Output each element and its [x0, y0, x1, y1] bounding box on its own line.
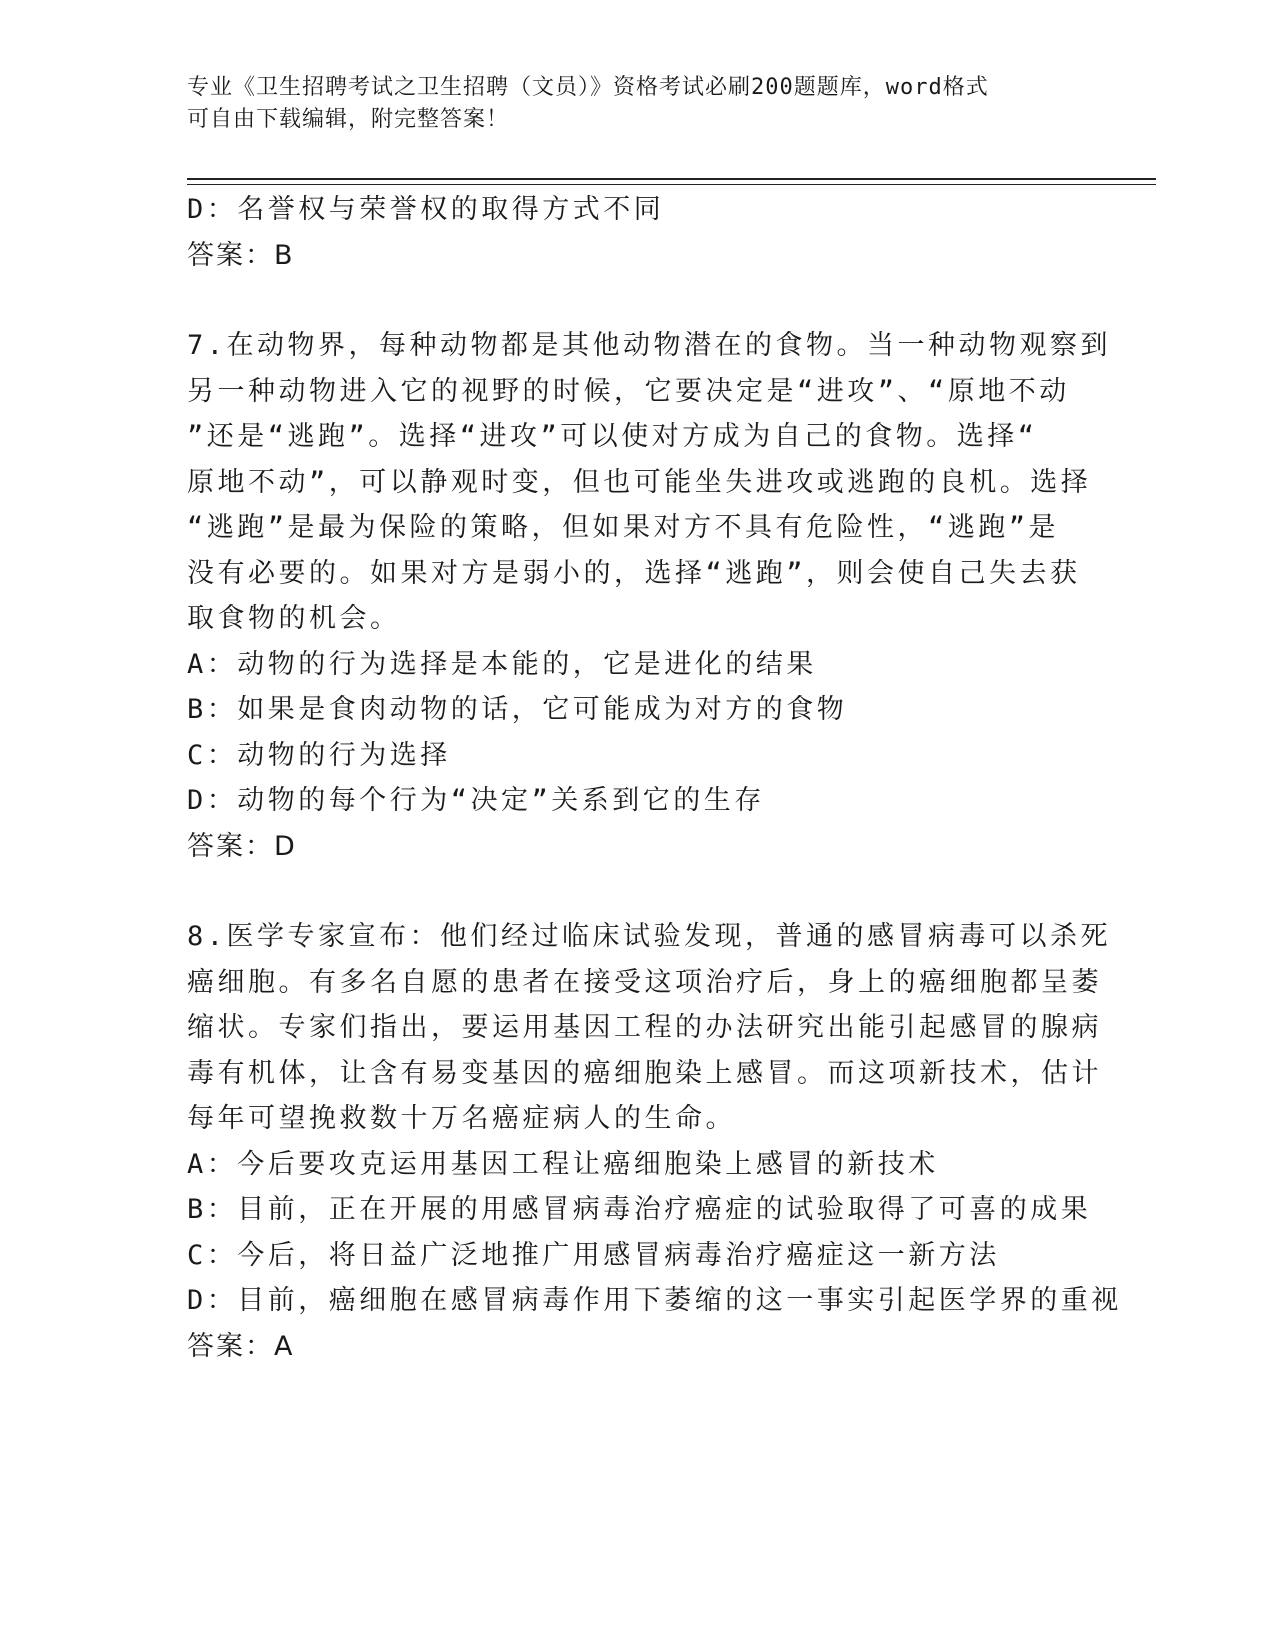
header-divider-thin — [187, 184, 1156, 185]
question-stem-line: 7.在动物界，每种动物都是其他动物潜在的食物。当一种动物观察到 — [187, 330, 1112, 361]
option-d: D：动物的每个行为“决定”关系到它的生存 — [187, 785, 765, 816]
question-stem-line: 取食物的机会。 — [187, 603, 401, 634]
question-stem-line: 癌细胞。有多名自愿的患者在接受这项治疗后，身上的癌细胞都呈萎 — [187, 966, 1102, 998]
option-d: D：目前，癌细胞在感冒病毒作用下萎缩的这一事实引起医学界的重视 — [187, 1285, 1122, 1316]
question-8 — [187, 914, 1122, 1369]
previous-question — [187, 187, 1087, 278]
option-a: A：动物的行为选择是本能的，它是进化的结果 — [187, 648, 817, 680]
question-content — [187, 187, 1122, 1369]
question-stem-line: 缩状。专家们指出，要运用基因工程的办法研究出能引起感冒的腺病 — [187, 1012, 1102, 1043]
option-d: D：名誉权与荣誉权的取得方式不同 — [187, 194, 665, 225]
document-header — [187, 72, 1067, 136]
header-divider-thick — [187, 178, 1156, 180]
option-a: A：今后要攻克运用基因工程让癌细胞染上感冒的新技术 — [187, 1148, 939, 1180]
header-title-line-1: 专业《卫生招聘考试之卫生招聘（文员）》资格考试必刷200题题库，word格式 — [187, 75, 989, 100]
question-stem-line: 没有必要的。如果对方是弱小的，选择“逃跑”，则会使自己失去获 — [187, 557, 1081, 589]
question-stem-line: ”还是“逃跑”。选择“进攻”可以使对方成为自己的食物。选择“ — [187, 421, 1038, 452]
answer: 答案：A — [187, 1330, 295, 1362]
question-stem-line: 毒有机体，让含有易变基因的癌细胞染上感冒。而这项新技术，估计 — [187, 1057, 1102, 1089]
answer: 答案：B — [187, 239, 295, 271]
option-b: B：如果是食肉动物的话，它可能成为对方的食物 — [187, 694, 848, 725]
question-stem-line: “逃跑”是最为保险的策略，但如果对方不具有危险性，“逃跑”是 — [187, 512, 1060, 543]
spacer — [187, 278, 1087, 323]
question-stem-line: 8.医学专家宣布：他们经过临床试验发现，普通的感冒病毒可以杀死 — [187, 921, 1112, 952]
question-7 — [187, 323, 1112, 869]
option-c: C：今后，将日益广泛地推广用感冒病毒治疗癌症这一新方法 — [187, 1239, 1000, 1271]
question-stem-line: 另一种动物进入它的视野的时候，它要决定是“进攻”、“原地不动 — [187, 375, 1070, 407]
spacer — [187, 869, 1087, 914]
question-stem-line: 每年可望挽救数十万名癌症病人的生命。 — [187, 1103, 736, 1134]
question-stem-line: 原地不动”，可以静观时变，但也可能坐失进攻或逃跑的良机。选择 — [187, 466, 1092, 498]
option-b: B：目前，正在开展的用感冒病毒治疗癌症的试验取得了可喜的成果 — [187, 1194, 1092, 1225]
option-c: C：动物的行为选择 — [187, 739, 451, 771]
header-title-line-2: 可自由下载编辑，附完整答案！ — [187, 107, 510, 132]
answer: 答案：D — [187, 830, 297, 862]
